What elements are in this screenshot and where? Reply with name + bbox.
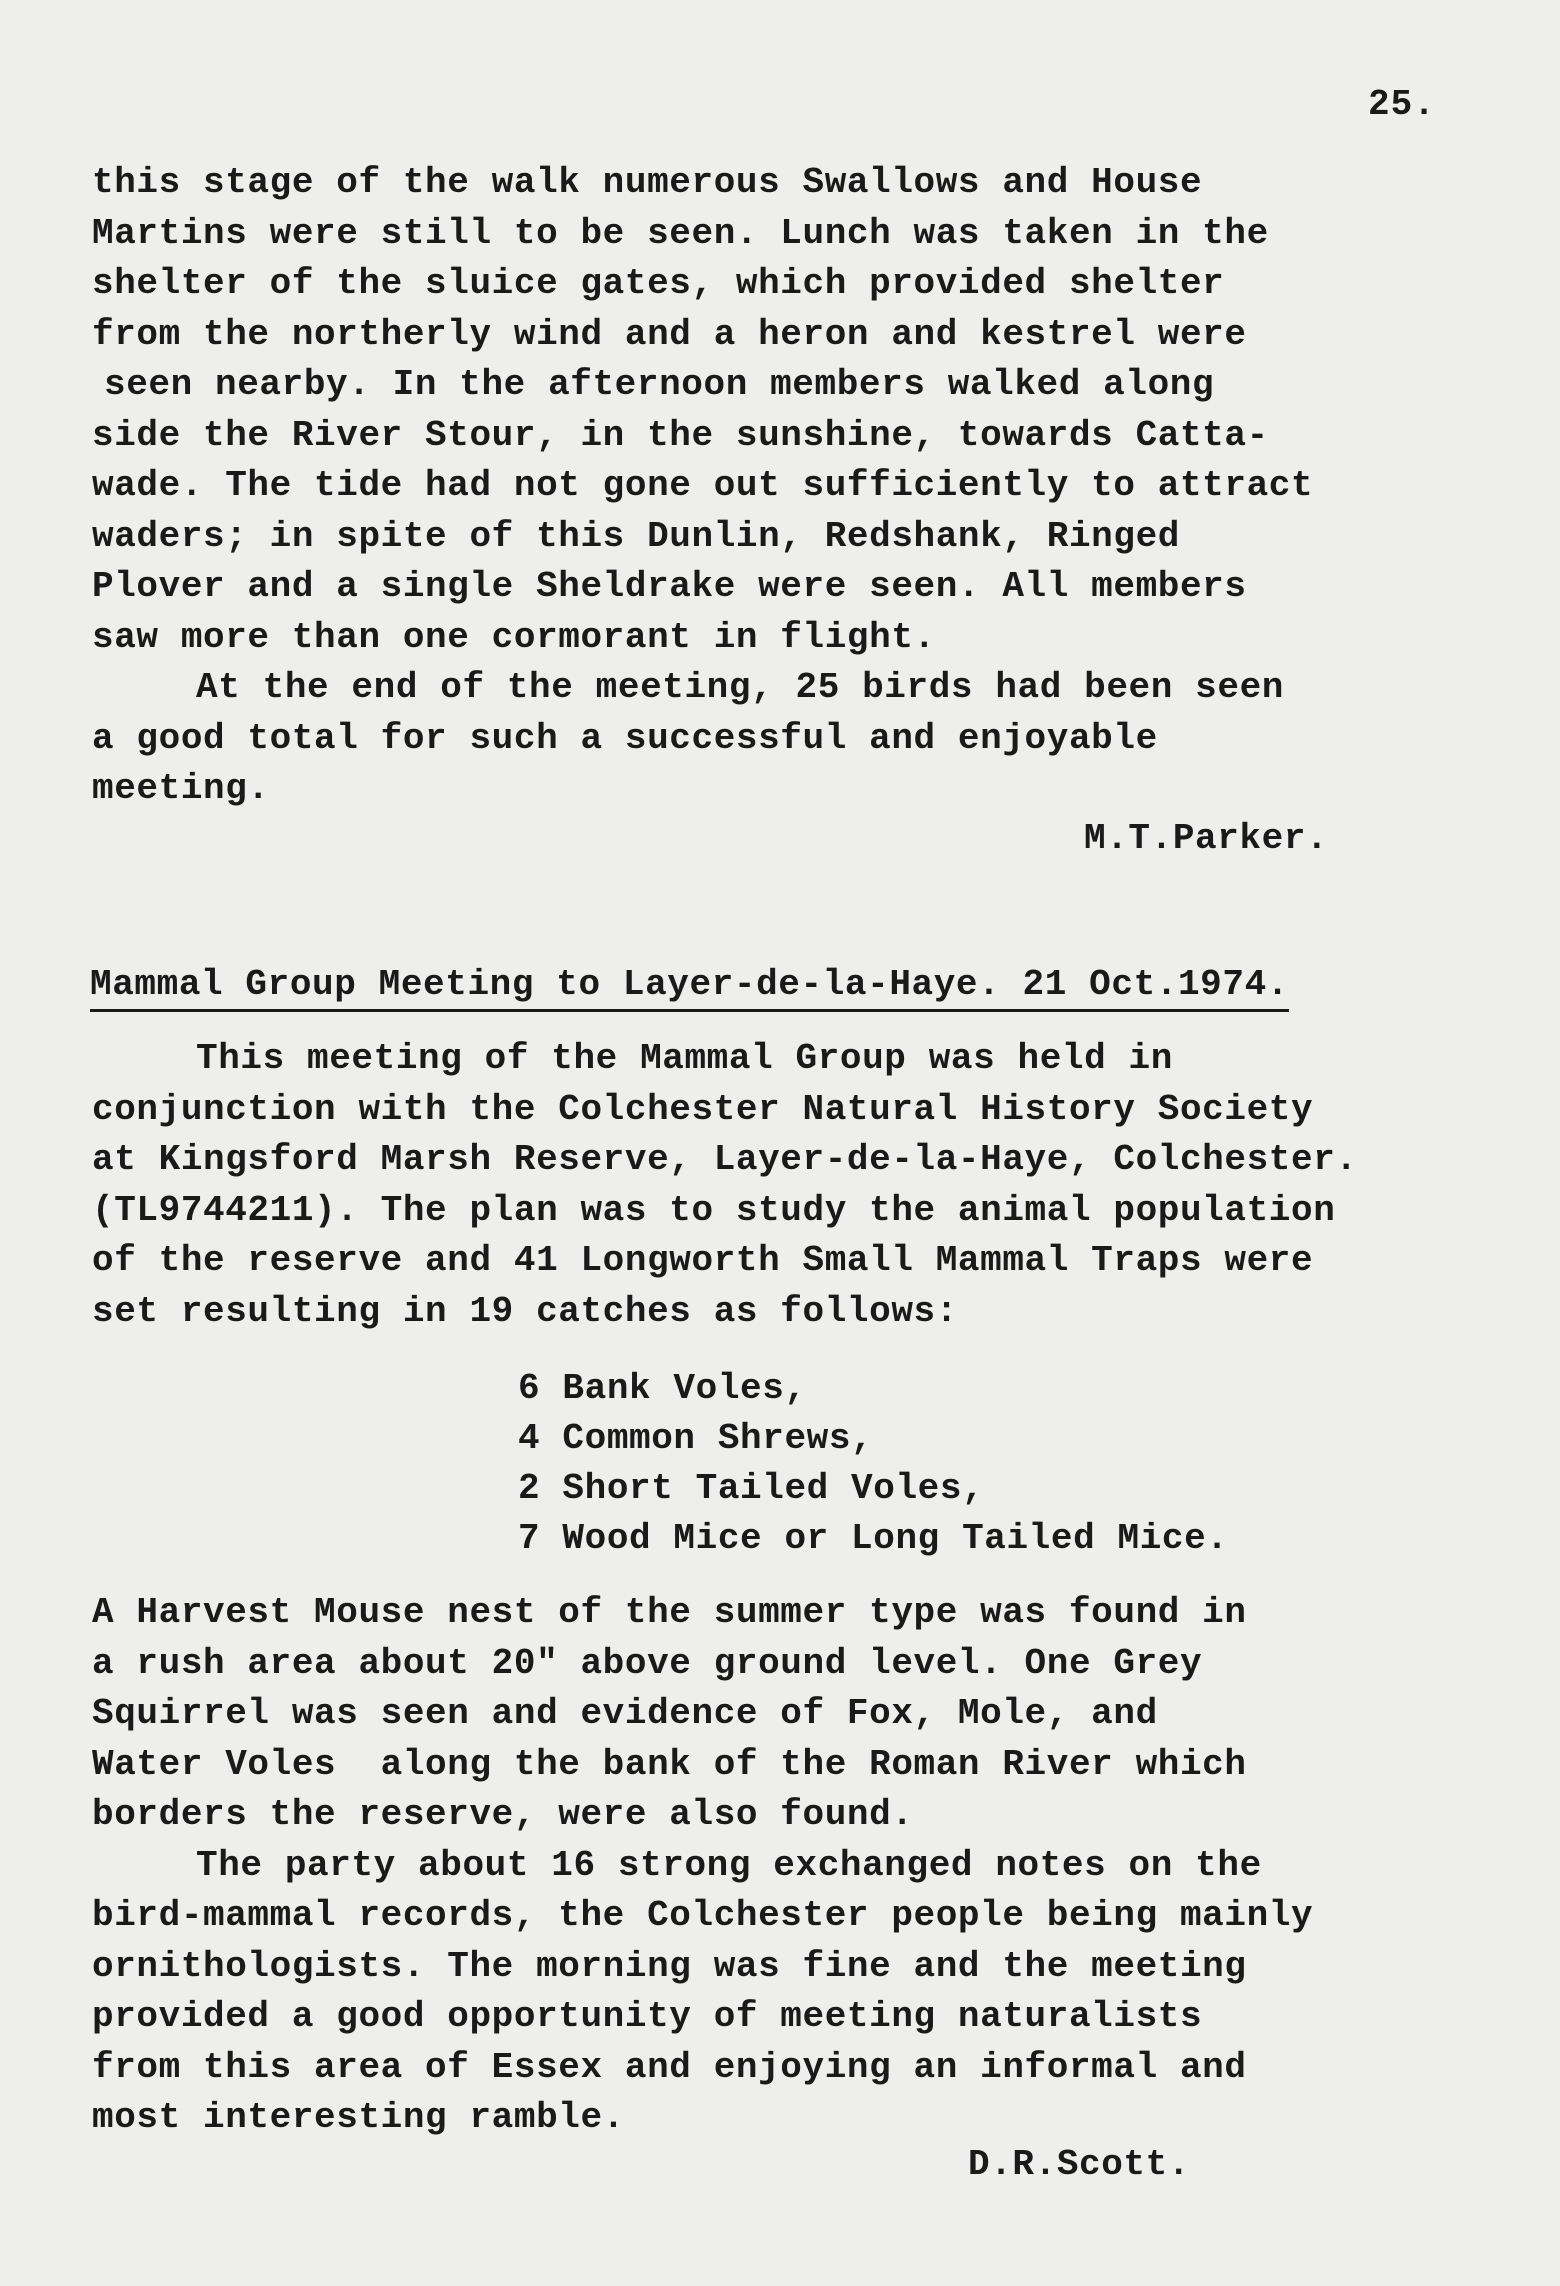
text-line: a good total for such a successful and enjoyable	[92, 717, 1158, 759]
list-item: 6 Bank Voles,	[518, 1368, 807, 1409]
list-item: 2 Short Tailed Voles,	[518, 1468, 985, 1509]
signature-scott: D.R.Scott.	[968, 2144, 1191, 2185]
text-line: provided a good opportunity of meeting naturalists	[92, 1996, 1203, 2037]
text-line: (TL9744211). The plan was to study the animal population	[92, 1189, 1336, 1231]
text-line: side the River Stour, in the sunshine, towards Catta-	[92, 414, 1269, 456]
text-line: of the reserve and 41 Longworth Small Mammal Traps were	[92, 1240, 1314, 1281]
section2-intro	[92, 1034, 1512, 1337]
text-line: shelter of the sluice gates, which provided shelter	[92, 263, 1225, 304]
text-line: ornithologists. The morning was fine and the meeting	[92, 1945, 1247, 1987]
text-line: borders the reserve, were also found.	[92, 1794, 914, 1835]
catches-list	[518, 1364, 1229, 1564]
text-line: The party about 16 strong exchanged notes on the	[196, 1844, 1262, 1886]
section2-body	[92, 1588, 1512, 2144]
text-line: bird-mammal records, the Colchester people being mainly	[92, 1895, 1314, 1936]
text-line: conjunction with the Colchester Natural History Society	[92, 1088, 1314, 1130]
text-line: Martins were still to be seen. Lunch was taken in the	[92, 212, 1269, 254]
text-line: meeting.	[92, 768, 270, 809]
text-line: seen nearby. In the afternoon members walked along	[104, 364, 1215, 405]
signature-parker: M.T.Parker.	[1084, 818, 1329, 859]
text-line: This meeting of the Mammal Group was held in	[196, 1038, 1173, 1079]
text-line: saw more than one cormorant in flight.	[92, 616, 936, 658]
text-line: at Kingsford Marsh Reserve, Layer-de-la-Haye, Colchester.	[92, 1139, 1358, 1180]
text-line: from this area of Essex and enjoying an informal and	[92, 2046, 1247, 2088]
text-line: most interesting ramble.	[92, 2097, 625, 2138]
text-line: Plover and a single Sheldrake were seen. All members	[92, 566, 1247, 607]
text-line: a rush area about 20" above ground level. One Grey	[92, 1642, 1203, 1684]
text-line: waders; in spite of this Dunlin, Redshank, Ringed	[92, 515, 1180, 557]
text-line: At the end of the meeting, 25 birds had been seen	[196, 667, 1284, 708]
text-line: set resulting in 19 catches as follows:	[92, 1290, 958, 1332]
list-item: 4 Common Shrews,	[518, 1418, 874, 1459]
text-line: wade. The tide had not gone out sufficiently to attract	[92, 465, 1314, 506]
section1-text	[92, 158, 1512, 815]
text-line: Water Voles along the bank of the Roman River which	[92, 1743, 1247, 1785]
text-line: Squirrel was seen and evidence of Fox, Mole, and	[92, 1693, 1158, 1734]
page-number: 25.	[1368, 84, 1436, 125]
text-line: this stage of the walk numerous Swallows and House	[92, 162, 1203, 203]
text-line: from the northerly wind and a heron and kestrel were	[92, 313, 1247, 355]
list-item: 7 Wood Mice or Long Tailed Mice.	[518, 1518, 1229, 1559]
section-heading: Mammal Group Meeting to Layer-de-la-Haye. 21 Oct.1974.	[90, 964, 1289, 1012]
text-line: A Harvest Mouse nest of the summer type was found in	[92, 1592, 1247, 1633]
